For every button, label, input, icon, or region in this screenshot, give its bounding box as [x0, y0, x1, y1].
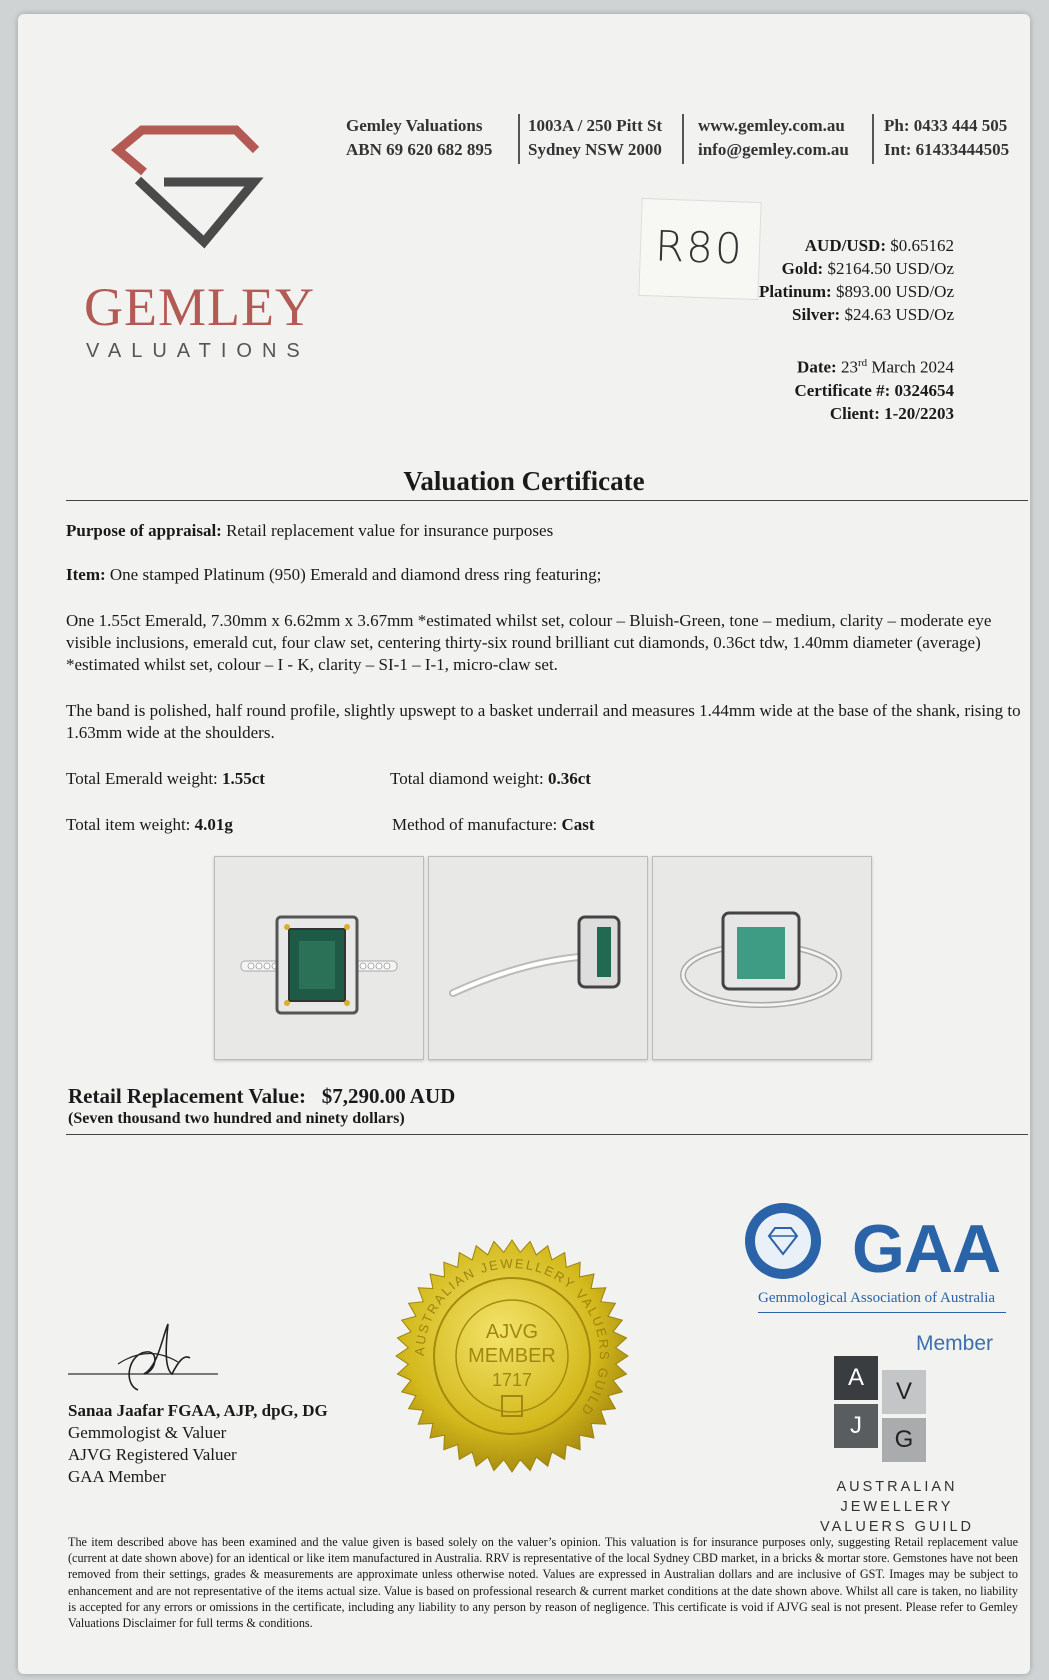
- address-line2: Sydney NSW 2000: [528, 140, 662, 159]
- description-band: The band is polished, half round profile, slightly upswept to a basket underrail and measures 1.44mm wide at the base of the shank, rising to 1.63mm wide at the shoulders.: [66, 701, 1021, 742]
- company-abn: ABN 69 620 682 895: [346, 140, 493, 159]
- manufacture-method: Method of manufacture: Cast: [392, 815, 595, 834]
- address-line1: 1003A / 250 Pitt St: [528, 116, 663, 135]
- certificate-meta: Date: 23rd March 2024 Certificate #: 0324654 Client: 1-20/2203: [794, 357, 954, 423]
- svg-text:1717: 1717: [491, 1370, 533, 1390]
- header-divider: [518, 114, 520, 164]
- gaa-member-label: Member: [916, 1332, 994, 1355]
- signature-icon: [68, 1314, 238, 1398]
- title-rule: [66, 500, 1028, 501]
- website-link[interactable]: www.gemley.com.au: [698, 116, 845, 135]
- logo-wordmark: GEMLEY: [84, 277, 315, 337]
- item-weight: Total item weight: 4.01g: [66, 815, 233, 834]
- ring-photo-top: [214, 856, 424, 1060]
- valuer-block: [68, 1400, 328, 1488]
- valuer-role: GAA Member: [68, 1467, 166, 1486]
- ajvg-gold-seal-icon: [392, 1236, 632, 1476]
- item-line: Item: One stamped Platinum (950) Emerald and diamond dress ring featuring;: [66, 565, 602, 584]
- gaa-full-name: Gemmological Association of Australia: [758, 1290, 996, 1306]
- gaa-seal-icon: [742, 1200, 824, 1282]
- handwritten-note-text: R80: [654, 221, 745, 274]
- metal-rates: AUD/USD: $0.65162 Gold: $2164.50 USD/Oz Platinum: $893.00 USD/Oz Silver: $24.63 USD/Oz: [758, 236, 954, 324]
- handwritten-note: [638, 198, 761, 300]
- retail-value-words: (Seven thousand two hundred and ninety dollars): [68, 1110, 405, 1127]
- valuer-role: Gemmologist & Valuer: [68, 1423, 227, 1442]
- intl-phone: Int: 61433444505: [884, 140, 1010, 159]
- ajvg-letter: J: [834, 1404, 878, 1448]
- ajvg-letter: V: [882, 1370, 926, 1414]
- ring-photo-back: [652, 856, 872, 1060]
- logo-subtitle: VALUATIONS: [86, 340, 310, 362]
- svg-text:MEMBER: MEMBER: [468, 1345, 556, 1367]
- ajvg-name: AUSTRALIAN JEWELLERY VALUERS GUILD: [820, 1479, 974, 1535]
- phone: Ph: 0433 444 505: [884, 116, 1008, 135]
- gaa-logo-text: GAA: [852, 1211, 1001, 1287]
- diamond-weight: Total diamond weight: 0.36ct: [390, 769, 591, 788]
- email-link[interactable]: info@gemley.com.au: [698, 140, 849, 159]
- description-gems: One 1.55ct Emerald, 7.30mm x 6.62mm x 3.67mm *estimated whilst set, colour – Bluish-Green, tone – medium, clarity – moderate eye visible inclusions, emerald cut, four claw set, centering thirty-six round brilliant cut diamonds, 0.36ct tdw, 1.40mm diameter (average) *estimated whilst set, colour – I - K, clarity – SI-1 – I-1, micro-claw set.: [66, 611, 992, 674]
- value-rule: [66, 1134, 1028, 1135]
- gemley-logo-icon: [104, 122, 274, 262]
- emerald-weight: Total Emerald weight: 1.55ct: [66, 769, 265, 788]
- disclaimer: The item described above has been examined and the value given is based solely on the valuer’s opinion. This valuation is for insurance purposes only, suggesting Retail replacement value (current at date shown above) for an identical or like item manufactured in Australia. RRV is representative of the local Sydney CBD market, in a bricks & mortar store. Gemstones have not been removed from their settings, grades & measurements are approximate unless otherwise noted. Values are expressed in Australian dollars and are inclusive of GST. Images may be subject to enhancement and are not representative of the items actual size. Value is based on professional research & current market conditions at the date shown above. Whilst all care is taken, no liability is accepted for any errors or omissions in the certificate, including any liability to any person by reason of negligence. This certificate is void if AJVG seal is not present. Please refer to Gemley Valuations Disclaimer for full terms & conditions.: [68, 1535, 1018, 1631]
- svg-text:AUSTRALIAN JEWELLERY VALUERS G: AUSTRALIAN JEWELLERY VALUERS GUILD: [411, 1255, 613, 1420]
- ajvg-logo: [834, 1356, 930, 1468]
- valuer-name: Sanaa Jaafar FGAA, AJP, dpG, DG: [68, 1401, 328, 1420]
- gaa-divider: [758, 1312, 1006, 1313]
- company-name: Gemley Valuations: [346, 116, 483, 135]
- ajvg-letter: G: [882, 1418, 926, 1462]
- page-title: Valuation Certificate: [403, 466, 645, 496]
- retail-value: Retail Replacement Value: $7,290.00 AUD: [68, 1084, 456, 1108]
- purpose-line: Purpose of appraisal: Retail replacement value for insurance purposes: [66, 521, 554, 540]
- svg-text:AJVG: AJVG: [485, 1321, 539, 1343]
- ajvg-letter: A: [834, 1356, 878, 1400]
- certificate-sheet: [18, 14, 1030, 1674]
- valuer-role: AJVG Registered Valuer: [68, 1445, 237, 1464]
- ring-photo-side: [428, 856, 648, 1060]
- header-divider: [682, 114, 684, 164]
- header-divider: [872, 114, 874, 164]
